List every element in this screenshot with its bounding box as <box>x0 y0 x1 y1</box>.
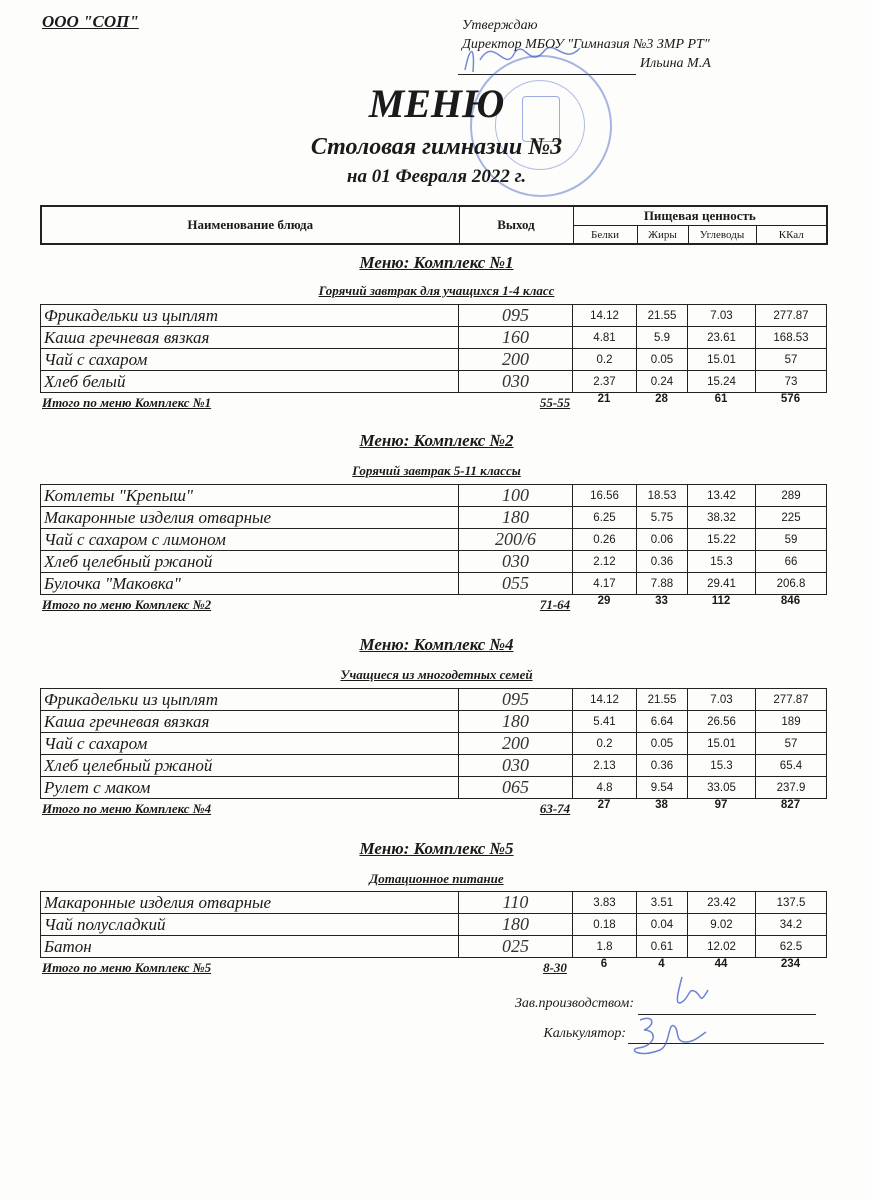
dish-fats: 0.36 <box>637 755 688 777</box>
dish-kcal: 73 <box>756 371 827 393</box>
dish-kcal: 189 <box>756 711 827 733</box>
dish-output: 095 <box>459 305 573 327</box>
section-subtitle: Горячий завтрак для учащихся 1-4 класс <box>318 283 555 298</box>
column-header-table <box>40 205 828 245</box>
section-title: Меню: Комплекс №4 <box>359 635 514 654</box>
dish-carbs: 15.3 <box>688 551 756 573</box>
section-subtitle: Горячий завтрак 5-11 классы <box>352 463 521 478</box>
dish-name: Фрикадельки из цыплят <box>41 689 459 711</box>
dish-name: Чай с сахаром с лимоном <box>41 529 459 551</box>
dish-proteins: 14.12 <box>573 689 637 711</box>
approval-line-1: Утверждаю <box>462 18 538 33</box>
dish-kcal: 137.5 <box>756 892 827 914</box>
calculator-signature-icon <box>630 1012 710 1062</box>
dish-carbs: 7.03 <box>688 305 756 327</box>
dish-name: Фрикадельки из цыплят <box>41 305 459 327</box>
dish-carbs: 9.02 <box>688 914 756 936</box>
dish-kcal: 206.8 <box>756 573 827 595</box>
table-row <box>41 936 827 958</box>
table-row <box>41 529 827 551</box>
dish-proteins: 4.17 <box>573 573 637 595</box>
dish-fats: 18.53 <box>637 485 688 507</box>
dish-output: 160 <box>459 327 573 349</box>
dish-carbs: 15.24 <box>688 371 756 393</box>
dish-kcal: 57 <box>756 349 827 371</box>
dish-fats: 0.24 <box>637 371 688 393</box>
dish-name: Чай с сахаром <box>41 349 459 371</box>
dish-output: 025 <box>459 936 573 958</box>
section-title: Меню: Комплекс №5 <box>359 839 514 858</box>
director-signature-icon <box>455 40 585 80</box>
dish-kcal: 34.2 <box>756 914 827 936</box>
dish-kcal: 277.87 <box>756 689 827 711</box>
table-row <box>41 485 827 507</box>
dish-name: Макаронные изделия отварные <box>41 892 459 914</box>
column-proteins: Белки <box>573 226 637 245</box>
dish-carbs: 23.61 <box>688 327 756 349</box>
dish-proteins: 2.13 <box>573 755 637 777</box>
dish-fats: 7.88 <box>637 573 688 595</box>
dish-kcal: 62.5 <box>756 936 827 958</box>
dish-name: Каша гречневая вязкая <box>41 711 459 733</box>
dish-proteins: 4.81 <box>573 327 637 349</box>
column-fats: Жиры <box>637 226 688 245</box>
table-row <box>41 689 827 711</box>
dish-fats: 5.75 <box>637 507 688 529</box>
column-carbs: Углеводы <box>688 226 756 245</box>
dish-proteins: 5.41 <box>573 711 637 733</box>
approval-signatory: Ильина М.А <box>640 56 711 71</box>
dish-proteins: 0.26 <box>573 529 637 551</box>
total-output: 71-64 <box>539 597 571 612</box>
total-row <box>40 395 826 413</box>
dish-output: 180 <box>459 711 573 733</box>
total-kcal: 846 <box>780 595 801 607</box>
total-proteins: 6 <box>600 958 608 970</box>
dish-proteins: 16.56 <box>573 485 637 507</box>
dish-fats: 0.04 <box>637 914 688 936</box>
dish-name: Рулет с маком <box>41 777 459 799</box>
production-head-label: Зав.производством: <box>514 996 634 1011</box>
table-row <box>41 349 827 371</box>
dish-carbs: 23.42 <box>688 892 756 914</box>
page-subtitle: Столовая гимназии №3 <box>310 134 563 160</box>
total-kcal: 576 <box>780 393 801 405</box>
dish-fats: 0.36 <box>637 551 688 573</box>
dish-fats: 3.51 <box>637 892 688 914</box>
total-output: 55-55 <box>539 395 571 410</box>
dish-carbs: 15.01 <box>688 733 756 755</box>
dish-carbs: 33.05 <box>688 777 756 799</box>
total-fats: 38 <box>655 799 668 811</box>
total-carbs: 97 <box>714 799 728 811</box>
table-row <box>41 305 827 327</box>
company-name: ООО "СОП" <box>42 12 139 31</box>
total-kcal: 234 <box>780 958 801 970</box>
dish-kcal: 168.53 <box>756 327 827 349</box>
menu-table-complex-5 <box>40 891 827 958</box>
approval-line-2: Директор МБОУ "Гимназия №3 ЗМР РТ" <box>462 37 710 52</box>
column-nutrition-group: Пищевая ценность <box>573 206 827 226</box>
dish-carbs: 15.01 <box>688 349 756 371</box>
dish-proteins: 0.2 <box>573 349 637 371</box>
dish-carbs: 29.41 <box>688 573 756 595</box>
total-row <box>40 597 826 615</box>
dish-output: 065 <box>459 777 573 799</box>
total-label: Итого по меню Комплекс №5 <box>42 960 212 975</box>
dish-kcal: 57 <box>756 733 827 755</box>
total-label: Итого по меню Комплекс №2 <box>42 597 212 612</box>
column-kcal: ККал <box>756 226 827 245</box>
table-row <box>41 914 827 936</box>
dish-proteins: 1.8 <box>573 936 637 958</box>
calculator-label: Калькулятор: <box>543 1026 626 1041</box>
total-proteins: 21 <box>597 393 611 405</box>
total-output: 8-30 <box>543 960 567 975</box>
dish-fats: 0.05 <box>637 733 688 755</box>
total-carbs: 44 <box>714 958 728 970</box>
dish-carbs: 15.3 <box>688 755 756 777</box>
dish-carbs: 12.02 <box>688 936 756 958</box>
total-row <box>40 801 826 819</box>
dish-kcal: 277.87 <box>756 305 827 327</box>
table-row <box>41 371 827 393</box>
dish-fats: 21.55 <box>637 305 688 327</box>
dish-carbs: 13.42 <box>688 485 756 507</box>
menu-table-complex-4 <box>40 688 827 799</box>
dish-kcal: 289 <box>756 485 827 507</box>
table-row <box>41 327 827 349</box>
dish-output: 200 <box>459 349 573 371</box>
table-row <box>41 777 827 799</box>
dish-output: 200/6 <box>459 529 573 551</box>
dish-name: Хлеб белый <box>41 371 459 393</box>
section-subtitle: Учащиеся из многодетных семей <box>340 667 533 682</box>
dish-kcal: 66 <box>756 551 827 573</box>
dish-fats: 9.54 <box>637 777 688 799</box>
dish-name: Чай полусладкий <box>41 914 459 936</box>
table-row <box>41 551 827 573</box>
total-proteins: 27 <box>597 799 611 811</box>
menu-table-complex-1 <box>40 304 827 393</box>
dish-output: 055 <box>459 573 573 595</box>
total-output: 63-74 <box>539 801 571 816</box>
dish-output: 030 <box>459 371 573 393</box>
dish-fats: 6.64 <box>637 711 688 733</box>
dish-name: Хлеб целебный ржаной <box>41 755 459 777</box>
dish-name: Чай с сахаром <box>41 733 459 755</box>
dish-name: Макаронные изделия отварные <box>41 507 459 529</box>
dish-output: 095 <box>459 689 573 711</box>
dish-fats: 0.61 <box>637 936 688 958</box>
dish-fats: 21.55 <box>637 689 688 711</box>
dish-fats: 5.9 <box>637 327 688 349</box>
dish-fats: 0.06 <box>637 529 688 551</box>
dish-proteins: 2.12 <box>573 551 637 573</box>
dish-fats: 0.05 <box>637 349 688 371</box>
column-output: Выход <box>459 206 573 244</box>
dish-output: 030 <box>459 755 573 777</box>
dish-output: 100 <box>459 485 573 507</box>
section-subtitle: Дотационное питание <box>369 871 504 886</box>
dish-proteins: 3.83 <box>573 892 637 914</box>
total-label: Итого по меню Комплекс №1 <box>42 395 212 410</box>
dish-carbs: 26.56 <box>688 711 756 733</box>
section-title: Меню: Комплекс №1 <box>359 253 514 272</box>
dish-carbs: 7.03 <box>688 689 756 711</box>
dish-carbs: 15.22 <box>688 529 756 551</box>
table-row <box>41 711 827 733</box>
dish-carbs: 38.32 <box>688 507 756 529</box>
total-kcal: 827 <box>780 799 801 811</box>
total-fats: 4 <box>658 958 665 970</box>
dish-proteins: 0.2 <box>573 733 637 755</box>
dish-output: 180 <box>459 507 573 529</box>
dish-name: Хлеб целебный ржаной <box>41 551 459 573</box>
dish-kcal: 65.4 <box>756 755 827 777</box>
table-row <box>41 892 827 914</box>
dish-kcal: 59 <box>756 529 827 551</box>
total-fats: 28 <box>655 393 668 405</box>
total-proteins: 29 <box>597 595 611 607</box>
table-row <box>41 573 827 595</box>
section-title: Меню: Комплекс №2 <box>359 431 514 450</box>
dish-proteins: 0.18 <box>573 914 637 936</box>
production-head-signature-icon <box>670 972 720 1012</box>
dish-name: Батон <box>41 936 459 958</box>
dish-kcal: 237.9 <box>756 777 827 799</box>
table-row <box>41 755 827 777</box>
dish-name: Каша гречневая вязкая <box>41 327 459 349</box>
dish-kcal: 225 <box>756 507 827 529</box>
table-row <box>41 733 827 755</box>
dish-output: 110 <box>459 892 573 914</box>
menu-date: на 01 Февраля 2022 г. <box>346 166 527 187</box>
dish-output: 180 <box>459 914 573 936</box>
dish-proteins: 14.12 <box>573 305 637 327</box>
table-row <box>41 507 827 529</box>
dish-output: 030 <box>459 551 573 573</box>
total-carbs: 61 <box>714 393 728 405</box>
total-label: Итого по меню Комплекс №4 <box>42 801 212 816</box>
page-title: МЕНЮ <box>368 81 505 126</box>
dish-name: Котлеты "Крепыш" <box>41 485 459 507</box>
column-dish-name: Наименование блюда <box>41 206 459 244</box>
total-fats: 33 <box>655 595 668 607</box>
dish-proteins: 6.25 <box>573 507 637 529</box>
dish-proteins: 2.37 <box>573 371 637 393</box>
dish-name: Булочка "Маковка" <box>41 573 459 595</box>
dish-output: 200 <box>459 733 573 755</box>
total-carbs: 112 <box>711 595 731 607</box>
menu-table-complex-2 <box>40 484 827 595</box>
dish-proteins: 4.8 <box>573 777 637 799</box>
